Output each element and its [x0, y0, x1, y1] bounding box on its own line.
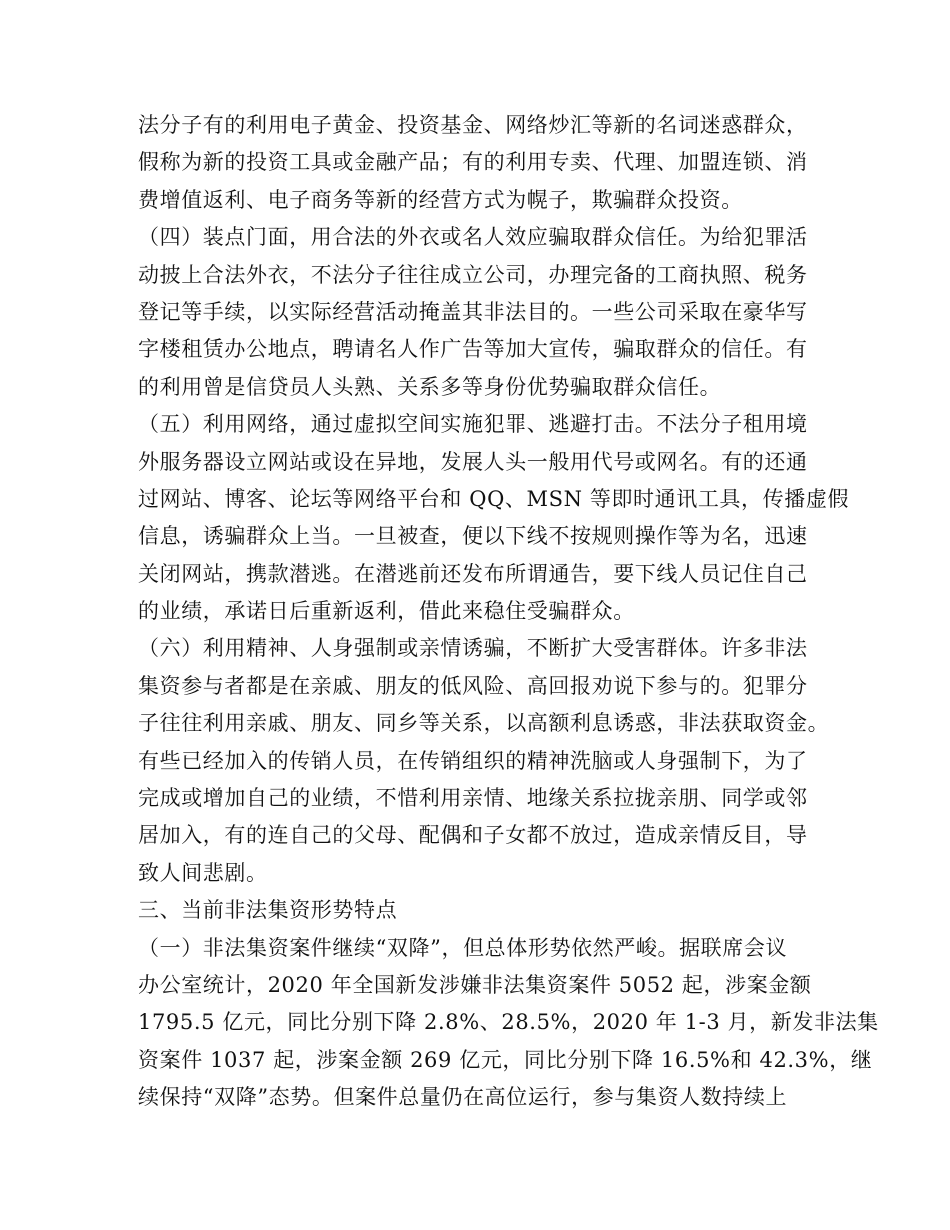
text-line: 的业绩，承诺日后重新返利，借此来稳住受骗群众。: [138, 599, 635, 624]
text-line: 办公室统计，2020 年全国新发涉嫌非法集资案件 5052 起，涉案金额: [138, 972, 812, 997]
text-line: 的利用曾是信贷员人头熟、关系多等身份优势骗取群众信任。: [138, 374, 722, 399]
text-line: 居加入，有的连自己的父母、配偶和子女都不放过，造成亲情反目，导: [138, 823, 808, 848]
text-line: 登记等手续，以实际经营活动掩盖其非法目的。一些公司采取在豪华写: [138, 299, 808, 324]
text-line: 关闭网站，携款潜逃。在潜逃前还发布所谓通告，要下线人员记住自己: [138, 561, 808, 586]
body-text: [138, 107, 879, 1117]
section-heading-1: （一）非法集资案件继续“双降”，但总体形势依然严峻。据联席会议: [138, 935, 788, 960]
text-line: 完成或增加自己的业绩，不惜利用亲情、地缘关系拉拢亲朋、同学或邻: [138, 786, 808, 811]
section-heading-5: （五）利用网络，通过虚拟空间实施犯罪、逃避打击。不法分子租用境: [138, 412, 808, 437]
text-line: 集资参与者都是在亲戚、朋友的低风险、高回报劝说下参与的。犯罪分: [138, 673, 808, 698]
text-line: 子往往利用亲戚、朋友、同乡等关系，以高额利息诱惑，非法获取资金。: [138, 711, 830, 736]
section-heading-4: （四）装点门面，用合法的外衣或名人效应骗取群众信任。为给犯罪活: [138, 225, 808, 250]
text-line: 动披上合法外衣，不法分子往往成立公司，办理完备的工商执照、税务: [138, 262, 808, 287]
text-line: 续保持“双降”态势。但案件总量仍在高位运行，参与集资人数持续上: [138, 1085, 788, 1110]
text-line: 资案件 1037 起，涉案金额 269 亿元，同比分别下降 16.5%和 42.3%，继: [138, 1047, 873, 1072]
text-line: 信息，诱骗群众上当。一旦被查，便以下线不按规则操作等为名，迅速: [138, 524, 808, 549]
text-line: 致人间悲剧。: [138, 860, 268, 885]
text-line: 1795.5 亿元，同比分别下降 2.8%、28.5%，2020 年 1-3 月，新发非法集: [138, 1010, 879, 1035]
text-line: 费增值返利、电子商务等新的经营方式为幌子，欺骗群众投资。: [138, 187, 743, 212]
text-line: 字楼租赁办公地点，聘请名人作广告等加大宣传，骗取群众的信任。有: [138, 337, 808, 362]
text-line: 过网站、博客、论坛等网络平台和 QQ、MSN 等即时通讯工具，传播虚假: [138, 486, 850, 511]
text-line: 假称为新的投资工具或金融产品；有的利用专卖、代理、加盟连锁、消: [138, 150, 808, 175]
text-line: 有些已经加入的传销人员，在传销组织的精神洗脑或人身强制下，为了: [138, 748, 808, 773]
text-line: 外服务器设立网站或设在异地，发展人头一般用代号或网名。有的还通: [138, 449, 808, 474]
text-line: 法分子有的利用电子黄金、投资基金、网络炒汇等新的名词迷惑群众，: [138, 113, 808, 137]
chapter-heading: 三、当前非法集资形势特点: [138, 898, 398, 923]
section-heading-6: （六）利用精神、人身强制或亲情诱骗，不断扩大受害群体。许多非法: [138, 636, 808, 661]
